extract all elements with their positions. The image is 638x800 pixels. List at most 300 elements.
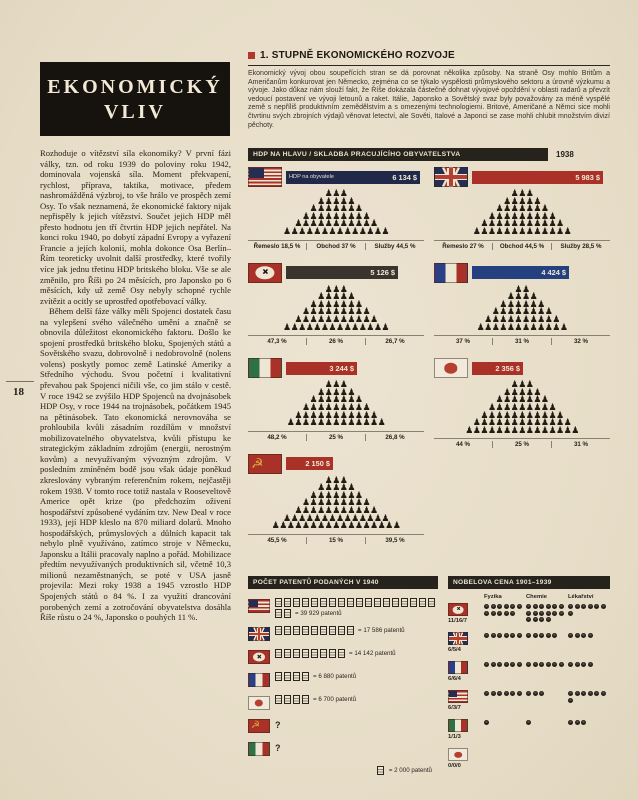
gdp-value: 3 244 $: [329, 363, 354, 373]
pyramid-row: ♟♟♟♟♟♟♟♟♟: [301, 498, 371, 509]
pyramid-row: ♟♟♟♟♟: [317, 483, 355, 494]
section-bullet-icon: [248, 52, 255, 59]
labor-share: 31 %: [492, 338, 551, 345]
patent-icon: [419, 598, 426, 607]
gdp-value: 2 150 $: [305, 459, 330, 469]
pyramid-row: ♟♟♟♟♟♟♟♟♟♟♟♟♟♟: [283, 513, 389, 524]
pyramid-row: ♟♟♟♟♟♟♟♟♟♟♟: [294, 506, 378, 517]
patent-icons: [275, 598, 438, 618]
medal-icon: [588, 604, 593, 609]
medal-icon: [533, 662, 538, 667]
patent-icon: [293, 649, 300, 658]
labor-shares: [248, 534, 424, 544]
pyramid-row: ♟♟♟♟♟: [503, 387, 541, 398]
patent-icon: [329, 626, 336, 635]
medal-icon: [484, 604, 489, 609]
patent-icon: [293, 672, 300, 681]
nobel-panel: [448, 576, 610, 769]
patent-row-france: [248, 672, 438, 687]
labor-share: Služby 28,5 %: [551, 243, 610, 250]
gdp-bar: [286, 266, 398, 279]
medal-icon: [594, 691, 599, 696]
nobel-country: [448, 690, 484, 711]
population-pyramid: [434, 191, 610, 237]
nobel-medal-cell: [484, 748, 526, 749]
italy-flag-icon: [248, 358, 282, 378]
nobel-column-headers: [484, 594, 610, 600]
patent-icon: [284, 649, 291, 658]
medal-icon: [484, 720, 489, 725]
country-block-germany: [248, 263, 424, 346]
patent-icon: [302, 626, 309, 635]
patent-icon: [284, 609, 291, 618]
patent-row-uk: [248, 626, 438, 641]
pyramid-row: ♟♟♟♟♟♟♟♟♟♟♟♟♟♟♟♟♟: [271, 521, 401, 532]
patents-legend-label: = 2 000 patentů: [388, 767, 432, 774]
medal-icon: [539, 662, 544, 667]
medal-icon: [546, 617, 551, 622]
medal-icon: [552, 604, 557, 609]
nobel-country: [448, 632, 484, 653]
patent-icon: [428, 598, 435, 607]
gdp-chart-right-column: [434, 167, 610, 448]
medal-icon: [575, 604, 580, 609]
nobel-medal-cell: [526, 719, 568, 725]
medal-icon: [497, 633, 502, 638]
pyramid-row: ♟♟♟♟♟♟♟♟♟♟♟♟♟: [472, 418, 572, 429]
nobel-row-japan: [448, 748, 610, 769]
pyramid-row: ♟♟♟♟♟♟♟♟♟♟♟♟: [476, 322, 568, 333]
gdp-bar-row: [248, 454, 424, 474]
france-flag-icon: [248, 673, 270, 687]
nobel-column-label: Fyzika: [484, 594, 502, 600]
nobel-medal-cell: [568, 603, 610, 616]
patent-icon: [302, 598, 309, 607]
nobel-counts-label: 6/5/4: [448, 647, 461, 653]
patent-icon: [293, 598, 300, 607]
page-number: 18: [13, 386, 24, 398]
medal-icon: [559, 604, 564, 609]
medal-icon: [581, 691, 586, 696]
medal-icon: [581, 720, 586, 725]
medal-icon: [601, 691, 606, 696]
patent-row-japan: [248, 695, 438, 710]
country-block-usa: [248, 167, 424, 250]
population-pyramid: [434, 284, 610, 333]
gdp-chart-left-column: [248, 167, 424, 544]
nobel-country: [448, 603, 484, 624]
medal-icon: [533, 633, 538, 638]
pyramid-row: ♟♟♟: [324, 380, 348, 391]
pyramid-row: ♟♟♟♟♟♟♟♟♟♟♟: [294, 219, 378, 230]
article-body: [40, 148, 231, 623]
country-block-ussr: [248, 454, 424, 544]
gdp-bar-label: HDP na obyvatele: [289, 174, 334, 180]
nobel-header: NOBELOVA CENA 1901–1939: [448, 576, 610, 589]
ussr-flag-icon: ☭: [248, 454, 282, 474]
nobel-row-italy: [448, 719, 610, 740]
labor-share: 48,2 %: [267, 433, 287, 441]
medal-icon: [526, 611, 531, 616]
medal-icon: [575, 720, 580, 725]
nobel-row-france: [448, 661, 610, 682]
pyramid-row: ♟♟♟♟♟♟♟: [495, 204, 549, 215]
patent-icon: [275, 598, 282, 607]
uk-flag-icon: [248, 627, 270, 641]
labor-share: 25 %: [492, 441, 551, 448]
medal-icon: [504, 662, 509, 667]
patent-icon: [374, 598, 381, 607]
france-flag-icon: [434, 263, 468, 283]
nobel-counts-label: 1/1/3: [448, 734, 461, 740]
gdp-chart-year: 1938: [556, 150, 574, 159]
medal-icon: [568, 611, 573, 616]
medal-icon: [546, 633, 551, 638]
nobel-medal-cell: [484, 632, 526, 638]
patent-icon: [302, 649, 309, 658]
section-header: [248, 50, 610, 66]
nobel-medal-cell: [484, 603, 526, 616]
medal-icon: [526, 720, 531, 725]
pyramid-row: ♟♟♟: [324, 189, 348, 199]
germany-flag-icon: ✚: [248, 263, 282, 283]
pyramid-row: ♟♟♟♟♟: [317, 196, 355, 207]
pyramid-row: ♟♟♟♟♟♟♟: [309, 299, 363, 310]
patent-icon: [401, 598, 408, 607]
patent-icon: [311, 598, 318, 607]
medal-icon: [491, 633, 496, 638]
usa-flag-icon: [248, 599, 270, 613]
patent-icon: [275, 626, 282, 635]
pyramid-row: ♟♟♟♟♟♟♟: [309, 395, 363, 406]
medal-icon: [581, 662, 586, 667]
labor-share: Obchod 37 %: [306, 243, 365, 250]
labor-shares: [434, 335, 610, 345]
patent-icons: [275, 649, 438, 658]
medal-icon: [484, 662, 489, 667]
medal-icon: [581, 633, 586, 638]
medal-icon: [559, 662, 564, 667]
pyramid-row: ♟♟♟♟♟♟♟♟♟♟♟♟♟♟♟: [465, 425, 579, 436]
patent-icon: [356, 598, 363, 607]
nobel-medal-cell: [484, 661, 526, 667]
medal-icon: [517, 604, 522, 609]
medal-icon: [526, 691, 531, 696]
patent-icon: [329, 649, 336, 658]
medal-icon: [568, 604, 573, 609]
patent-icon: [311, 649, 318, 658]
pyramid-row: ♟♟♟♟♟♟♟♟♟♟♟: [294, 410, 378, 421]
medal-icon: [546, 604, 551, 609]
medal-icon: [533, 617, 538, 622]
gdp-value: 4 424 $: [541, 268, 566, 278]
patent-icon: [302, 672, 309, 681]
patents-panel: [248, 576, 438, 775]
gdp-bar-row: [248, 358, 424, 378]
medal-icon: [552, 662, 557, 667]
nobel-medal-cell: [568, 690, 610, 703]
patent-count: = 17 586 patentů: [358, 627, 405, 634]
italy-flag-icon: [248, 742, 270, 756]
medal-icon: [581, 604, 586, 609]
ussr-flag-icon: ☭: [248, 719, 270, 733]
article-title-box: [40, 62, 230, 136]
medal-icon: [588, 633, 593, 638]
pyramid-row: ♟♟♟♟♟♟♟♟♟♟♟♟♟♟: [283, 322, 389, 333]
gdp-bar-row: [434, 167, 610, 187]
germany-flag-icon: ✚: [448, 603, 468, 616]
labor-shares: [434, 438, 610, 448]
gdp-bar: [286, 362, 357, 375]
nobel-counts-label: 0/0/0: [448, 763, 461, 769]
pyramid-row: ♟♟♟♟♟♟♟: [495, 395, 549, 406]
patent-row-ussr: [248, 718, 438, 733]
patent-icon: [320, 626, 327, 635]
medal-icon: [504, 611, 509, 616]
labor-share: 39,5 %: [365, 537, 424, 544]
labor-share: 37 %: [455, 338, 471, 346]
patent-icon: [284, 672, 291, 681]
pyramid-row: ♟♟♟♟♟♟♟♟♟♟: [484, 314, 560, 325]
pyramid-row: ♟♟♟: [510, 189, 534, 199]
nobel-medal-cell: [568, 748, 610, 749]
medal-icon: [517, 662, 522, 667]
pyramid-row: ♟♟♟♟♟♟♟♟: [491, 307, 553, 318]
medal-icon: [568, 662, 573, 667]
pyramid-row: ♟♟♟♟♟♟♟♟♟♟♟♟♟: [286, 418, 386, 429]
medal-icon: [497, 611, 502, 616]
patents-rows: [248, 598, 438, 756]
nobel-medal-cell: [526, 690, 568, 696]
japan-flag-icon: [448, 748, 468, 761]
patent-icon: [338, 598, 345, 607]
labor-share: 26 %: [306, 338, 365, 345]
medal-icon: [588, 662, 593, 667]
nobel-medal-cell: [484, 719, 526, 725]
medal-icon: [484, 691, 489, 696]
labor-share: 15 %: [306, 537, 365, 544]
medal-icon: [510, 633, 515, 638]
body-paragraph-1: Rozhoduje o vítězství síla ekonomiky? V první fázi války, tzn. od roku 1939 do poloviny roku 1942, dominovala vojenská síla. Moment překvapení, rychlost, příprava, taktika, motivace, předem nashromážděná výzbroj, to vše hrálo ve prospěch zemí Osy. To však neznamená, že ekonomické faktory nijak nepřispěly k jejich vítězství. Součet jejich HDP měl přesto hodnotu jen tří čtvrtin HDP jejich nepřátel. Na konci roku 1940, po dobytí západní Evropy a vyřazení Francie a jejích kolonií, mohla dokonce Osa Berlín–Řím teoreticky uvolnit další prostředky, které tvořily více jak jednu třetinu HDP britského bloku. Vše se ale změnilo, pro Říši po 24 měsících, pro Japonsko po 6 měsících, kdy už země Osy nebyly schopné rychle zvítězit a ocitly se uprostřed opotřebovací války.: [40, 148, 231, 306]
patent-count: = 6 880 patentů: [313, 673, 357, 680]
nobel-counts-label: 6/3/7: [448, 705, 461, 711]
patent-icons: [275, 672, 438, 681]
medal-icon: [526, 617, 531, 622]
labor-share: Řemeslo 18,5 %: [253, 242, 301, 250]
labor-shares: [248, 240, 424, 250]
nobel-rows: [448, 603, 610, 769]
nobel-medal-cell: [526, 632, 568, 638]
italy-flag-icon: [448, 719, 468, 732]
patent-icon: [275, 695, 282, 704]
labor-share: 26,8 %: [365, 434, 424, 441]
medal-icon: [510, 611, 515, 616]
medal-icon: [594, 604, 599, 609]
medal-icon: [568, 633, 573, 638]
patent-row-italy: [248, 741, 438, 756]
pyramid-row: ♟♟♟♟♟: [317, 292, 355, 303]
medal-icon: [491, 604, 496, 609]
patent-icon: [284, 626, 291, 635]
patent-icon: [320, 649, 327, 658]
medal-icon: [546, 662, 551, 667]
nobel-row-uk: [448, 632, 610, 653]
pyramid-row: ♟♟♟♟♟: [317, 387, 355, 398]
medal-icon: [568, 720, 573, 725]
medal-icon: [517, 633, 522, 638]
medal-icon: [517, 691, 522, 696]
medal-icon: [539, 617, 544, 622]
patent-icon: [284, 695, 291, 704]
medal-icon: [504, 633, 509, 638]
pyramid-row: ♟♟♟♟♟♟♟♟♟: [301, 307, 371, 318]
medal-icon: [491, 662, 496, 667]
gdp-chart-header: HDP NA HLAVU / SKLADBA PRACUJÍCÍHO OBYVATELSTVA: [248, 148, 548, 161]
medal-icon: [539, 691, 544, 696]
patent-icon: [284, 598, 291, 607]
medal-icon: [484, 633, 489, 638]
article-title-line2: VLIV: [103, 100, 166, 123]
labor-shares: [248, 335, 424, 345]
nobel-counts-label: 6/6/4: [448, 676, 461, 682]
page-number-rule: [6, 381, 34, 382]
patent-icon: [275, 609, 282, 618]
nobel-column-label: Lékařství: [568, 594, 594, 600]
country-block-japan: [434, 358, 610, 448]
pyramid-row: ♟♟♟♟: [506, 292, 538, 303]
patent-icon: [311, 626, 318, 635]
pyramid-row: ♟♟♟♟♟♟♟♟♟♟♟: [480, 410, 564, 421]
medal-icon: [575, 691, 580, 696]
medal-icon: [575, 633, 580, 638]
medal-icon: [526, 662, 531, 667]
labor-share: 25 %: [306, 434, 365, 441]
gdp-bar: [286, 171, 420, 184]
labor-share: 31 %: [551, 441, 610, 448]
usa-flag-icon: [248, 167, 282, 187]
pyramid-row: ♟♟♟♟♟♟♟♟♟: [487, 211, 557, 222]
gdp-value: 6 134 $: [392, 172, 417, 182]
japan-flag-icon: [248, 696, 270, 710]
pyramid-row: ♟♟♟♟♟♟♟♟♟♟♟♟♟: [472, 226, 572, 237]
medal-icon: [497, 691, 502, 696]
medal-icon: [546, 611, 551, 616]
gdp-bar: [472, 171, 603, 184]
france-flag-icon: [448, 661, 468, 674]
medal-icon: [533, 604, 538, 609]
population-pyramid: [248, 382, 424, 428]
gdp-bar: [472, 362, 523, 375]
pyramid-row: ♟♟♟: [324, 475, 348, 486]
pyramid-row: ♟♟♟♟♟♟♟♟♟: [301, 402, 371, 413]
medal-icon: [539, 611, 544, 616]
patent-row-germany: [248, 649, 438, 664]
pyramid-row: ♟♟♟♟♟♟♟♟♟♟♟♟♟♟: [283, 226, 389, 237]
gdp-value: 2 356 $: [495, 363, 520, 373]
pyramid-row: ♟♟♟: [324, 284, 348, 295]
country-block-italy: [248, 358, 424, 441]
gdp-bar-row: [248, 263, 424, 283]
nobel-medal-cell: [568, 661, 610, 667]
nobel-medal-cell: [526, 748, 568, 749]
patent-icon: [347, 598, 354, 607]
medal-icon: [539, 633, 544, 638]
patent-count-unknown: ?: [275, 720, 281, 730]
medal-icon: [568, 691, 573, 696]
patent-icon: [320, 598, 327, 607]
patent-icon: [338, 626, 345, 635]
labor-share: Řemeslo 27 %: [442, 242, 484, 250]
medal-icon: [510, 691, 515, 696]
medal-icon: [559, 611, 564, 616]
patent-icon: [329, 598, 336, 607]
labor-share: 45,5 %: [267, 536, 287, 544]
labor-share: 44 %: [455, 441, 471, 449]
medal-icon: [504, 604, 509, 609]
patent-count: = 6 700 patentů: [313, 696, 357, 703]
patent-count: = 39 929 patentů: [295, 610, 342, 617]
section-intro: Ekonomický vývoj obou soupeřících stran se dá porovnat několika způsoby. Na straně Osy mohlo Britům a Američanům konkurovat jen Německo, zejména co se týkalo vyspělosti průmyslového sektoru a úrovně výzkumu a vývoje. Jako důkaz nám slouží fakt, že Říše dokázala částečně dohnat vývojové opoždění v oblasti radarů a převzít vedoucí postavení ve vývoji letounů a raket. Itálie, Japonsko a Sovětský svaz byly považovány za méně vyspělé země s nepříliš produktivním zemědělstvím a s omezenými technologiemi. Britové, Američané a Němci sice mohli čtvrtinu svých zbrojních výdajů věnovat letectví, ale Sověti, Italové a Japonci se zase mohli chlubit množstvím divizí pěchoty.: [248, 70, 610, 129]
medal-icon: [510, 604, 515, 609]
nobel-country: [448, 719, 484, 740]
nobel-row-usa: [448, 690, 610, 711]
gdp-bar: [472, 266, 569, 279]
pyramid-row: ♟♟♟: [510, 380, 534, 391]
gdp-value: 5 126 $: [370, 268, 395, 278]
pyramid-row: ♟♟: [514, 284, 530, 295]
usa-flag-icon: [448, 690, 468, 703]
patent-icon: [293, 626, 300, 635]
pyramid-row: ♟♟♟♟♟♟♟♟♟: [487, 402, 557, 413]
patents-legend: [248, 766, 438, 775]
medal-icon: [552, 633, 557, 638]
pyramid-row: ♟♟♟♟♟: [503, 196, 541, 207]
medal-icon: [552, 611, 557, 616]
labor-shares: [248, 431, 424, 441]
section-title: 1. STUPNĚ EKONOMICKÉHO ROZVOJE: [260, 50, 455, 61]
gdp-bar-row: [248, 167, 424, 187]
patent-count: = 14 142 patentů: [349, 650, 396, 657]
medal-icon: [568, 698, 573, 703]
uk-flag-icon: [434, 167, 468, 187]
medal-icon: [497, 662, 502, 667]
patent-icon: [302, 695, 309, 704]
gdp-bar: [286, 457, 333, 470]
gdp-bar-row: [434, 263, 610, 283]
labor-shares: [434, 240, 610, 250]
labor-share: 47,3 %: [267, 338, 287, 346]
country-block-uk: [434, 167, 610, 250]
nobel-medal-cell: [568, 632, 610, 638]
patents-header: POČET PATENTŮ PODANÝCH V 1940: [248, 576, 438, 589]
germany-flag-icon: ✚: [248, 650, 270, 664]
medal-icon: [491, 611, 496, 616]
patent-icon: [410, 598, 417, 607]
nobel-counts-label: 11/16/7: [448, 618, 468, 624]
patent-icons: [275, 741, 438, 755]
country-block-france: [434, 263, 610, 346]
labor-share: 32 %: [551, 338, 610, 345]
patent-icon: [293, 695, 300, 704]
patent-icons: [275, 695, 438, 704]
medal-icon: [533, 691, 538, 696]
pyramid-row: ♟♟♟♟♟♟♟: [309, 490, 363, 501]
population-pyramid: [248, 475, 424, 532]
nobel-row-germany: [448, 603, 610, 624]
pyramid-row: ♟♟♟♟♟♟♟♟♟: [301, 211, 371, 222]
patent-icon: [365, 598, 372, 607]
nobel-medal-cell: [526, 603, 568, 622]
